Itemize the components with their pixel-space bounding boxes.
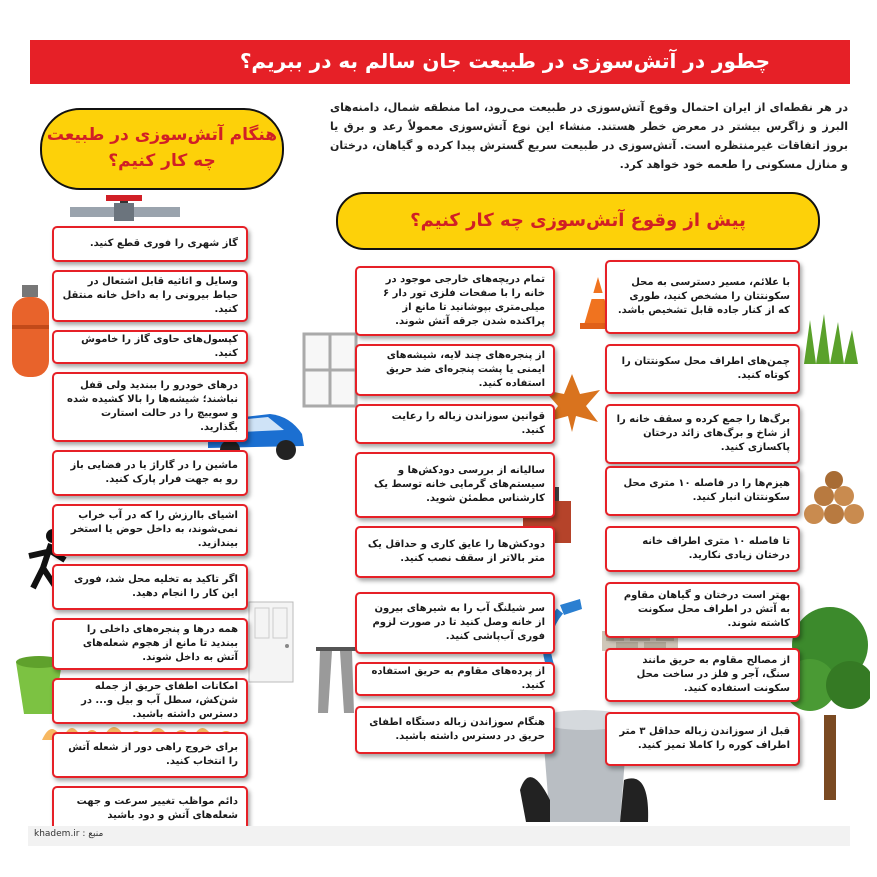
before-middle-card-3 xyxy=(355,404,555,444)
before-card-text: دودکش‌ها را عایق کاری و حداقل یک متر بالاتر از سقف نصب کنید. xyxy=(367,539,545,564)
window-icon xyxy=(300,330,360,410)
before-card-text: بهتر است درختان و گیاهان مقاوم به آتش در اطراف محل سکونت کاشته شوند. xyxy=(623,590,790,629)
before-card-text: از مصالح مقاوم به حریق مانند سنگ، آجر و فلز در ساخت محل سکونت استفاده کنید. xyxy=(636,655,790,694)
before-card-text: از پنجره‌های چند لایه، شیشه‌های ایمنی یا پشت پنجره‌ای ضد حریق استفاده کنید. xyxy=(386,350,545,389)
during-card-8 xyxy=(52,618,248,670)
before-card-text: تا فاصله ۱۰ متری اطراف خانه درختان زیادی نکارید. xyxy=(642,536,790,561)
during-card-text: همه درها و پنجره‌های داخلی را ببندید تا مانع از هجوم شعله‌های آتش به داخل شوند. xyxy=(82,624,238,663)
before-card-text: هنگام سوزاندن زباله دستگاه اطفای حریق در دسترس داشته باشید. xyxy=(369,717,545,742)
during-card-text: اگر تاکید به تخلیه محل شد، فوری این کار را انجام دهید. xyxy=(73,574,238,599)
tree-icon xyxy=(790,585,870,800)
before-right-card-2 xyxy=(605,344,800,394)
during-fire-heading: هنگام آتش‌سوزی در طبیعت چه کار کنیم؟ xyxy=(46,125,278,171)
before-right-card-5 xyxy=(605,526,800,572)
before-card-text: با علائم، مسیر دسترسی به محل سکونتتان را مشخص کنید، طوری که از کنار جاده قابل تشخیص باشد. xyxy=(617,277,790,316)
curtain-icon xyxy=(316,645,356,715)
during-card-4 xyxy=(52,372,248,442)
grass-icon xyxy=(800,310,860,365)
before-fire-heading: پیش از وقوع آتش‌سوزی چه کار کنیم؟ xyxy=(410,210,746,231)
during-card-6 xyxy=(52,504,248,556)
title-bar xyxy=(30,40,850,84)
before-card-text: سر شیلنگ آب را به شیرهای بیرون از خانه وصل کنید تا در صورت لزوم فوری آب‌پاشی کنید. xyxy=(372,603,545,642)
before-card-text: از پرده‌های مقاوم به حریق استفاده کنید. xyxy=(371,666,545,691)
before-card-text: برگ‌ها را جمع کرده و سقف خانه را از شاخ و برگ‌های زائد درختان پاکسازی کنید. xyxy=(616,414,790,453)
gas-cylinder-icon xyxy=(8,285,53,380)
during-fire-heading-bubble xyxy=(40,108,284,190)
before-right-card-8 xyxy=(605,712,800,766)
gas-valve-icon xyxy=(70,195,180,230)
during-card-5 xyxy=(52,450,248,496)
intro-paragraph: در هر نقطه‌ای از ایران احتمال وقوع آتش‌سوزی در طبیعت می‌رود، اما منطقه شمال، دامنه‌های البرز و زاگرس بیشتر در معرض خطر هستند. منشاء این نوع آتش‌سوزی معمولاً رعد و برق یا بروز اتفاقات غیرمنتظره است. آتش‌سوزی در طبیعت سریع گسترش پیدا کرده و گیاهان، درختان و منازل مسکونی را طعمه خود خواهد کرد. xyxy=(330,101,848,171)
before-fire-heading-bubble xyxy=(336,192,820,250)
during-card-text: اشیای باارزش را که در آب خراب نمی‌شوند، به داخل حوض یا استخر بیندازید. xyxy=(70,510,238,549)
during-card-1 xyxy=(52,226,248,262)
before-card-text: چمن‌های اطراف محل سکونتتان را کوتاه کنید. xyxy=(621,356,790,381)
firewood-icon xyxy=(800,470,865,530)
before-card-text: قبل از سوزاندن زباله حداقل ۳ متر اطراف کوره را کاملا تمیز کنید. xyxy=(619,726,790,751)
during-card-text: برای خروج راهی دور از شعله آتش را انتخاب کنید. xyxy=(68,742,238,767)
before-card-text: هیزم‌ها را در فاصله ۱۰ متری محل سکونتتان انبار کنید. xyxy=(623,478,790,503)
page-title: چطور در آتش‌سوزی در طبیعت جان سالم به در ببریم؟ xyxy=(239,49,770,73)
source-credit: khadem.ir : منبع xyxy=(34,829,104,839)
before-card-text: قوانین سوزاندن زباله را رعایت کنید. xyxy=(391,411,545,436)
during-card-text: دائم مواظب تغییر سرعت و جهت شعله‌های آتش و دود باشید xyxy=(76,796,238,821)
before-right-card-6 xyxy=(605,582,800,638)
during-card-10 xyxy=(52,732,248,778)
before-right-card-3 xyxy=(605,404,800,464)
before-card-text: تمام دریچه‌های خارجی موجود در خانه را با صفحات فلزی تور دار ۶ میلی‌متری بپوشانید تا مانع از پراکنده شدن جرقه آتش شوند. xyxy=(383,274,545,327)
before-card-text: سالیانه از بررسی دودکش‌ها و سیستم‌های گرمایی خانه توسط یک کارشناس مطمئن شوید. xyxy=(374,465,545,504)
before-middle-card-7 xyxy=(355,662,555,696)
before-middle-card-1 xyxy=(355,266,555,336)
during-card-text: گاز شهری را فوری قطع کنید. xyxy=(89,238,238,249)
source-footer xyxy=(28,826,850,846)
before-middle-card-2 xyxy=(355,344,555,396)
before-middle-card-6 xyxy=(355,592,555,654)
during-card-3 xyxy=(52,330,248,364)
during-card-text: ماشین را در گاراژ یا در فضایی باز رو به جهت فرار پارک کنید. xyxy=(70,460,238,485)
during-card-2 xyxy=(52,270,248,322)
before-right-card-1 xyxy=(605,260,800,334)
during-card-text: درهای خودرو را ببندید ولی قفل نباشند؛ شیشه‌ها را بالا کشیده شده و سوییچ را در حالت استارت بگذارید. xyxy=(67,380,238,433)
during-card-7 xyxy=(52,564,248,610)
before-middle-card-5 xyxy=(355,526,555,578)
during-card-text: وسایل و اثاثیه قابل اشتعال در حیاط بیرونی را به داخل خانه منتقل کنید. xyxy=(62,276,238,315)
before-middle-card-8 xyxy=(355,706,555,754)
before-right-card-4 xyxy=(605,466,800,516)
before-right-card-7 xyxy=(605,648,800,702)
door-icon xyxy=(245,600,300,685)
during-card-text: کپسول‌های حاوی گاز را خاموش کنید. xyxy=(81,334,238,359)
during-card-9 xyxy=(52,678,248,724)
before-middle-card-4 xyxy=(355,452,555,518)
during-card-text: امکانات اطفای حریق از جمله شن‌کش، سطل آب و بیل و... در دسترس داشته باشید. xyxy=(81,681,238,720)
